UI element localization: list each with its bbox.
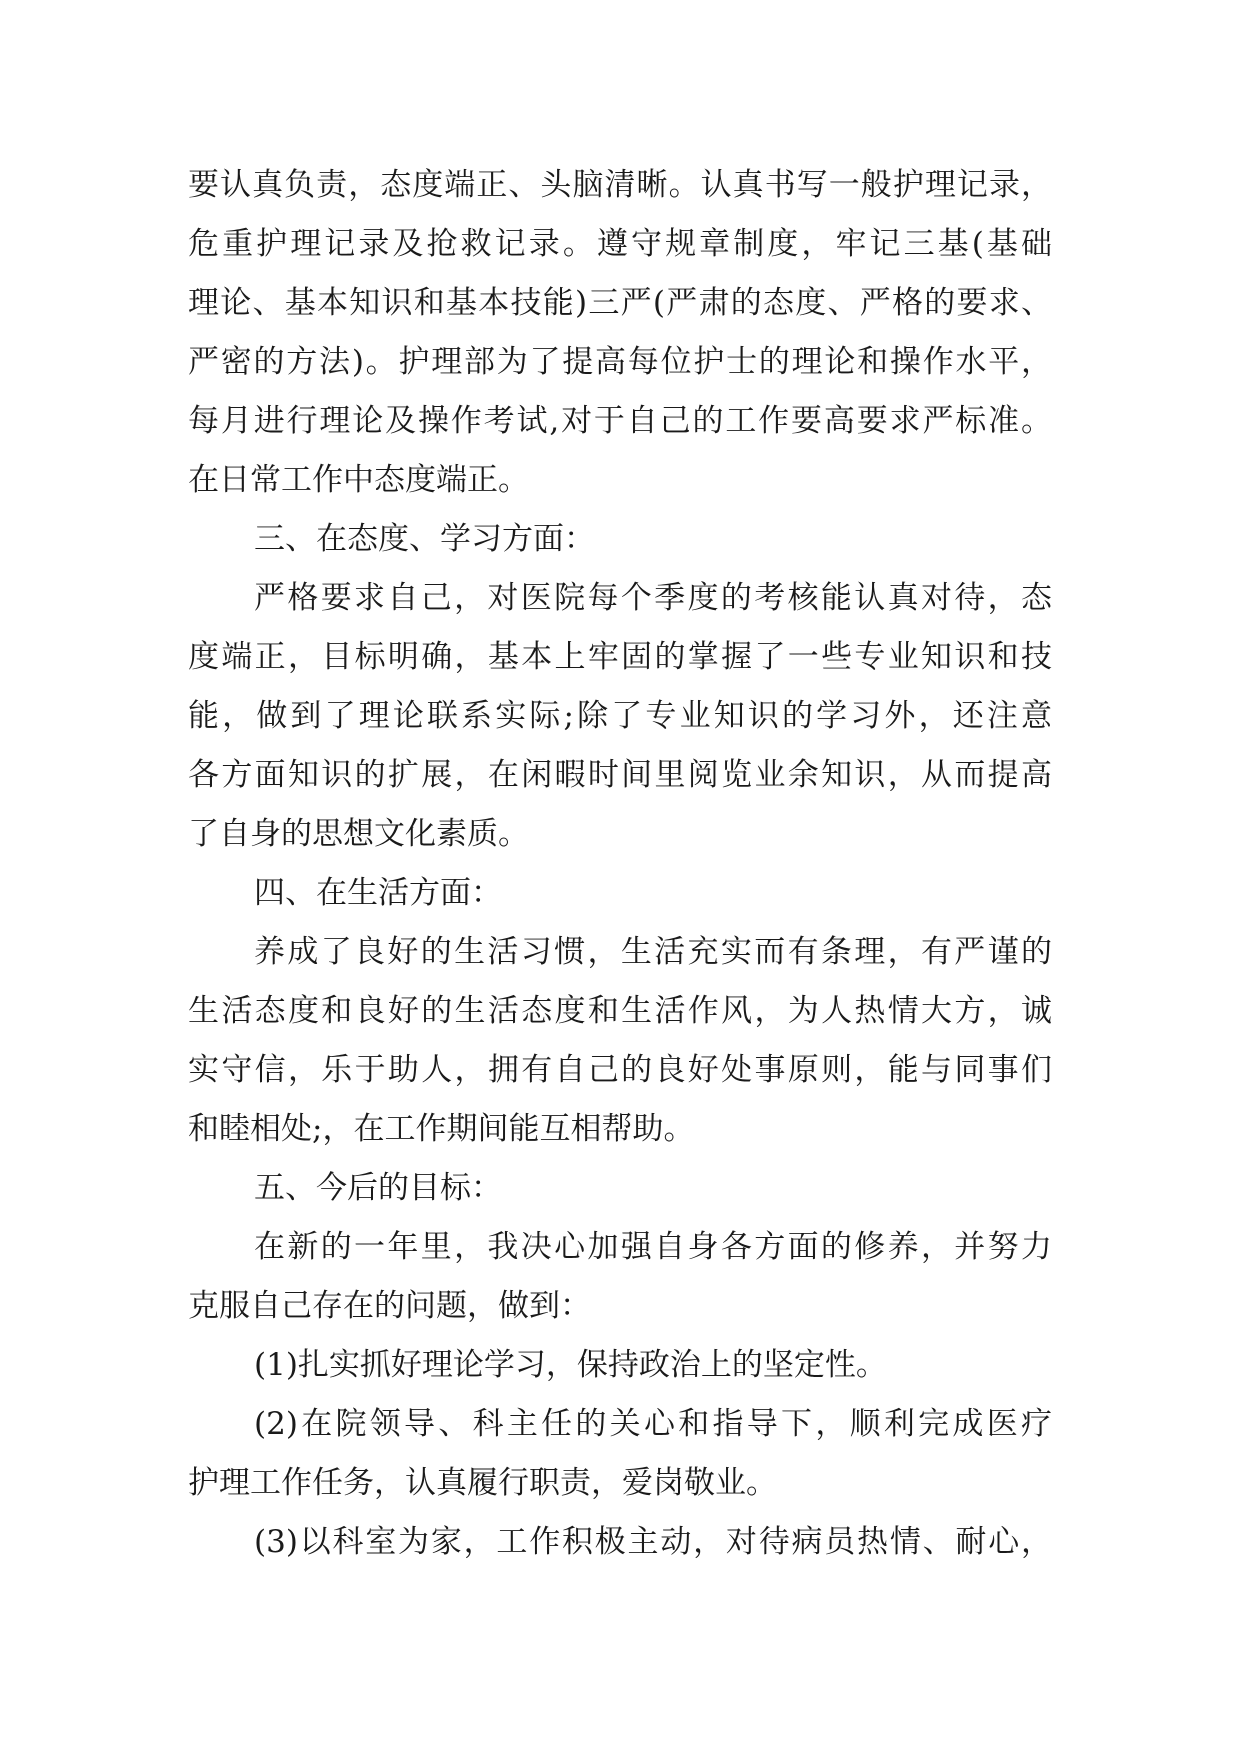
text-line: 理论、基本知识和基本技能)三严(严肃的态度、严格的要求、 — [188, 285, 1052, 321]
list-item-3: (3)以科室为家，工作积极主动，对待病员热情、耐心， — [254, 1524, 1052, 1560]
text-line: 能，做到了理论联系实际;除了专业知识的学习外，还注意 — [188, 698, 1052, 734]
text-line: 了自身的思想文化素质。 — [188, 816, 529, 852]
section-heading-future-goals: 五、今后的目标： — [254, 1170, 502, 1206]
text-line: 和睦相处;，在工作期间能互相帮助。 — [188, 1111, 695, 1147]
text-line: 要认真负责，态度端正、头脑清晰。认真书写一般护理记录， — [188, 167, 1052, 203]
text-line: 养成了良好的生活习惯，生活充实而有条理，有严谨的 — [254, 934, 1052, 970]
document-body — [188, 156, 1052, 1572]
text-line: 护理工作任务，认真履行职责，爱岗敬业。 — [188, 1465, 777, 1501]
text-line: 严格要求自己，对医院每个季度的考核能认真对待，态 — [254, 580, 1052, 616]
text-line: 实守信，乐于助人，拥有自己的良好处事原则，能与同事们 — [188, 1052, 1052, 1088]
text-line: 在日常工作中态度端正。 — [188, 462, 529, 498]
text-line: 在新的一年里，我决心加强自身各方面的修养，并努力 — [254, 1229, 1052, 1265]
text-line: 度端正，目标明确，基本上牢固的掌握了一些专业知识和技 — [188, 639, 1052, 675]
list-item-2: (2)在院领导、科主任的关心和指导下，顺利完成医疗 — [254, 1406, 1052, 1442]
text-line: 危重护理记录及抢救记录。遵守规章制度，牢记三基(基础 — [188, 226, 1052, 262]
text-line: 克服自己存在的问题，做到： — [188, 1288, 591, 1324]
text-line: 各方面知识的扩展，在闲暇时间里阅览业余知识，从而提高 — [188, 757, 1052, 793]
list-item-1: (1)扎实抓好理论学习，保持政治上的坚定性。 — [254, 1347, 887, 1383]
section-heading-life: 四、在生活方面： — [254, 875, 502, 911]
text-line: 每月进行理论及操作考试,对于自己的工作要高要求严标准。 — [188, 403, 1052, 439]
text-line: 生活态度和良好的生活态度和生活作风，为人热情大方，诚 — [188, 993, 1052, 1029]
section-heading-attitude-study: 三、在态度、学习方面： — [254, 521, 595, 557]
text-line: 严密的方法)。护理部为了提高每位护士的理论和操作水平， — [188, 344, 1052, 380]
